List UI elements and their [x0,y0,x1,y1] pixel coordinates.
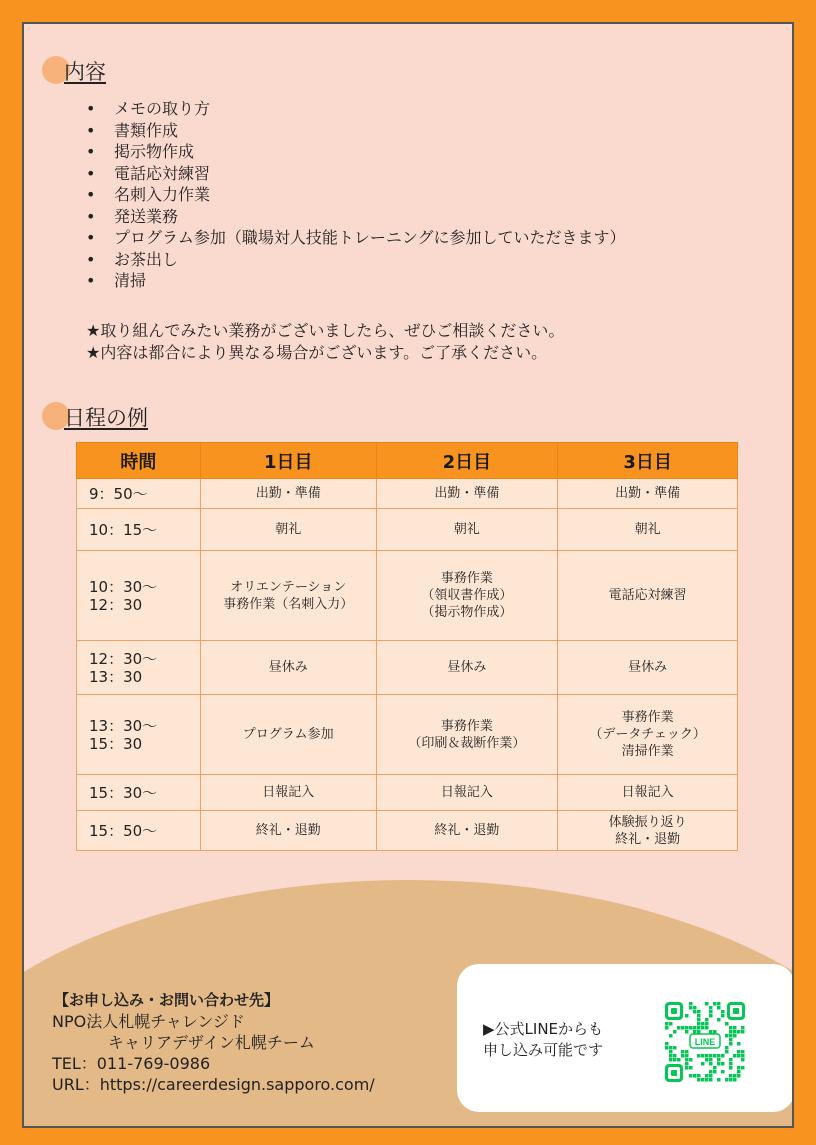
cell-text: 体験振り返り [608,814,687,830]
qr-module [665,1046,669,1050]
qr-module [709,1030,713,1034]
schedule-cell-day1 [200,509,376,551]
qr-module [725,1034,729,1038]
qr-module [729,1062,733,1066]
cell-text: （データチェック） [589,727,706,742]
qr-module [725,1022,729,1026]
cell-text: （印刷＆裁断作業） [408,735,526,751]
cell-text: 事務作業（名刺入力） [223,596,354,612]
qr-module [729,1074,733,1078]
qr-module [673,1046,677,1050]
qr-module [685,1054,689,1058]
cell-text: 15：30 [89,734,143,753]
qr-module [697,1014,701,1018]
qr-module [677,1058,681,1062]
qr-module [713,1066,717,1070]
qr-module [681,1026,685,1030]
qr-module [717,1078,721,1082]
bullet-dot: • [86,142,96,161]
qr-module [709,1010,713,1014]
qr-module [721,1070,725,1074]
qr-module [693,1026,697,1030]
qr-module [729,1058,733,1062]
schedule-cell-day3 [558,641,738,695]
header-day1: 1日目 [200,443,376,479]
cell-text: 事務作業 [440,718,493,734]
content-item-label: 名刺入力作業 [114,185,211,204]
content-item-label: 電話応対練習 [114,163,211,183]
qr-line-label: LINE [694,1037,716,1047]
schedule-cell-day1 [200,641,376,695]
qr-module [705,1074,709,1078]
qr-module [697,1018,701,1022]
schedule-cell-day2 [376,479,558,509]
bullet-dot: • [86,185,96,204]
content-item-label: 清掃 [114,271,147,290]
qr-module [697,1022,701,1026]
qr-module [665,1022,669,1026]
line-signup-text [483,1019,603,1061]
content-item [86,249,626,271]
qr-module [737,1042,741,1046]
qr-module [721,1014,725,1018]
cell-text: 事務作業 [440,571,493,586]
qr-module [689,1074,693,1078]
schedule-cell-day2 [376,641,558,695]
qr-module [689,1066,693,1070]
qr-finder-top-right [727,1002,745,1020]
qr-module [741,1054,745,1058]
content-item-label: お茶出し [114,249,179,269]
flyer-sheet [22,22,794,1128]
qr-module [709,1078,713,1082]
schedule-cell-day1 [200,551,376,641]
schedule-cell-time [77,775,201,811]
cell-text: 出勤・準備 [255,486,321,501]
cell-text: 13：30～ [89,716,158,735]
bullet-dot: • [86,163,96,183]
contact-heading: 【お申し込み・お問い合わせ先】 [54,991,280,1009]
contact-org-line2: キャリアデザイン札幌チーム [108,1033,315,1052]
qr-module [705,1078,709,1082]
contact-url[interactable]: URL：https://careerdesign.sapporo.com/ [52,1075,375,1094]
qr-module [729,1042,733,1046]
schedule-cell-day2 [376,811,558,851]
qr-module [729,1066,733,1070]
qr-module [709,1014,713,1018]
schedule-cell-day3 [558,551,738,641]
cell-text: 日報記入 [440,785,493,800]
qr-module [677,1026,681,1030]
cell-text: 終礼・退勤 [434,823,500,838]
qr-module [665,1042,669,1046]
bullet-dot: • [86,99,96,118]
qr-module [729,1038,733,1042]
schedule-cell-day2 [376,551,558,641]
bullet-dot: • [86,228,96,247]
qr-module [737,1050,741,1054]
schedule-cell-day3 [558,695,738,775]
cell-text: 15：30～ [89,783,158,802]
schedule-cell-day3 [558,509,738,551]
cell-text: 10：30～ [89,577,158,596]
bullet-dot: • [86,206,96,226]
schedule-cell-time [77,509,201,551]
qr-module [685,1058,689,1062]
line-qr-code[interactable] [665,1002,745,1082]
qr-module [705,1058,709,1062]
cell-text: 昼休み [268,660,308,675]
qr-module [705,1002,709,1006]
qr-module [685,1062,689,1066]
line-signup-line2: 申し込み可能です [483,1041,604,1059]
qr-module [733,1074,737,1078]
qr-module [729,1034,733,1038]
content-item [86,184,626,206]
qr-module [701,1078,705,1082]
qr-module [709,1054,713,1058]
schedule-cell-time [77,551,201,641]
qr-module [733,1026,737,1030]
schedule-cell-time [77,695,201,775]
qr-module [717,1002,721,1006]
cell-text: 10：15～ [89,520,158,539]
qr-module [737,1074,741,1078]
content-item [86,120,626,142]
cell-text: 日報記入 [262,785,315,800]
qr-module [717,1054,721,1058]
qr-module [681,1050,685,1054]
schedule-cell-time [77,811,201,851]
qr-module [697,1030,701,1034]
qr-module [701,1026,705,1030]
qr-module [693,1074,697,1078]
line-signup-line1: ▶公式LINEからも [483,1020,604,1038]
qr-module [737,1070,741,1074]
schedule-row [77,509,738,551]
qr-module [701,1054,705,1058]
schedule-row [77,641,738,695]
qr-module [693,1030,697,1034]
bullet-dot: • [86,249,96,269]
qr-module [725,1078,729,1082]
qr-module [741,1030,745,1034]
qr-module [685,1014,689,1018]
qr-module [725,1046,729,1050]
content-item [86,270,626,292]
qr-module [669,1058,673,1062]
qr-module [733,1078,737,1082]
schedule-cell-time [77,641,201,695]
qr-module [697,1026,701,1030]
qr-module [685,1030,689,1034]
qr-module [721,1054,725,1058]
qr-module [741,1026,745,1030]
qr-module [705,1026,709,1030]
qr-module [741,1050,745,1054]
qr-module [729,1030,733,1034]
qr-module [713,1002,717,1006]
schedule-cell-time [77,479,201,509]
cell-text: 日報記入 [621,785,674,800]
qr-module [693,1010,697,1014]
cell-text: （掲示物作成） [421,605,513,620]
qr-module [717,1062,721,1066]
qr-module [705,1054,709,1058]
content-item [86,163,626,185]
content-item [86,141,626,163]
contents-notes [86,320,564,364]
qr-module [737,1030,741,1034]
qr-module [709,1058,713,1062]
cell-text: 終礼・退勤 [615,831,681,847]
qr-module [717,1018,721,1022]
cell-text: 12：30～ [89,649,158,668]
cell-text: 終礼・退勤 [255,823,321,838]
qr-module [713,1030,717,1034]
note-line: ★内容は都合により異なる場合がございます。ご了承ください。 [86,343,548,362]
qr-module [673,1054,677,1058]
note-line: ★取り組んでみたい業務がございましたら、ぜひご相談ください。 [86,321,565,340]
schedule-cell-day2 [376,775,558,811]
header-time: 時間 [77,443,201,479]
cell-text: 昼休み [628,660,668,675]
qr-module [693,1006,697,1010]
cell-text: 清掃作業 [621,744,674,759]
qr-module [717,1006,721,1010]
qr-module [697,1054,701,1058]
schedule-cell-day1 [200,775,376,811]
schedule-table [76,442,738,851]
contact-info [52,990,375,1095]
schedule-cell-day2 [376,695,558,775]
qr-module [709,1074,713,1078]
cell-text: 電話応対練習 [608,588,687,603]
schedule-header-row [77,443,738,479]
schedule-cell-day1 [200,479,376,509]
schedule-row [77,479,738,509]
qr-module [697,1074,701,1078]
qr-module [697,1010,701,1014]
qr-module [697,1078,701,1082]
contact-org-line1: NPO法人札幌チャレンジド [52,1012,245,1031]
cell-text: 出勤・準備 [434,486,500,501]
qr-module [705,1018,709,1022]
schedule-cell-day3 [558,811,738,851]
qr-module [709,1070,713,1074]
qr-module [741,1058,745,1062]
cell-text: オリエンテーション [230,579,347,595]
qr-module [717,1058,721,1062]
cell-text: 朝礼 [634,522,661,537]
qr-module [705,1022,709,1026]
header-day2: 2日目 [376,443,558,479]
schedule-row [77,551,738,641]
qr-module [709,1006,713,1010]
qr-module [673,1058,677,1062]
qr-finder-top-left [665,1002,683,1020]
qr-module [741,1066,745,1070]
bullet-dot: • [86,271,96,290]
qr-module [685,1066,689,1070]
contents-title: 内容 [64,60,106,84]
qr-module [665,1026,669,1030]
cell-text: 朝礼 [275,522,302,537]
cell-text: 朝礼 [453,522,480,537]
cell-text: 13：30 [89,667,143,686]
content-item [86,227,626,249]
schedule-title: 日程の例 [64,406,148,430]
qr-module [669,1050,673,1054]
content-item-label: 発送業務 [114,206,179,226]
schedule-row [77,811,738,851]
schedule-cell-day3 [558,479,738,509]
qr-finder-bottom-left [665,1064,683,1082]
qr-module [689,1002,693,1006]
qr-module [689,1006,693,1010]
contents-list [86,98,626,292]
content-item [86,98,626,120]
contact-tel[interactable]: TEL：011-769-0986 [52,1054,211,1073]
qr-module [713,1070,717,1074]
qr-module [701,1022,705,1026]
schedule-cell-day1 [200,695,376,775]
content-item-label: 掲示物作成 [114,142,195,161]
schedule-cell-day1 [200,811,376,851]
content-item-label: プログラム参加（職場対人技能トレーニングに参加していただきます） [114,228,626,247]
qr-module [689,1058,693,1062]
schedule-cell-day3 [558,775,738,811]
cell-text: 12：30 [89,595,143,614]
cell-text: 昼休み [447,660,487,675]
qr-module [669,1022,673,1026]
header-day3: 3日目 [558,443,738,479]
qr-module [729,1078,733,1082]
qr-module [733,1034,737,1038]
bullet-dot: • [86,120,96,140]
cell-text: （領収書作成） [421,588,513,603]
qr-module [673,1030,677,1034]
qr-module [685,1026,689,1030]
cell-text: プログラム参加 [242,727,334,742]
cell-text: 事務作業 [621,710,674,725]
cell-text: 出勤・準備 [615,486,681,501]
schedule-row [77,775,738,811]
qr-module [721,1062,725,1066]
qr-module [725,1050,729,1054]
cell-text: 9：50～ [89,484,148,503]
qr-module [685,1050,689,1054]
qr-module [669,1034,673,1038]
qr-module [733,1030,737,1034]
qr-module [681,1054,685,1058]
content-item-label: 書類作成 [114,120,179,140]
cell-text: 15：50～ [89,821,158,840]
qr-module [669,1054,673,1058]
qr-module [729,1026,733,1030]
qr-module [689,1026,693,1030]
qr-module [701,1062,705,1066]
qr-module [721,1010,725,1014]
line-signup-box [457,964,794,1112]
qr-module [713,1054,717,1058]
qr-module [737,1066,741,1070]
content-item-label: メモの取り方 [114,99,211,118]
qr-module [737,1054,741,1058]
qr-module [709,1062,713,1066]
content-item [86,206,626,228]
schedule-cell-day2 [376,509,558,551]
qr-module [733,1054,737,1058]
qr-module [669,1046,673,1050]
schedule-row [77,695,738,775]
